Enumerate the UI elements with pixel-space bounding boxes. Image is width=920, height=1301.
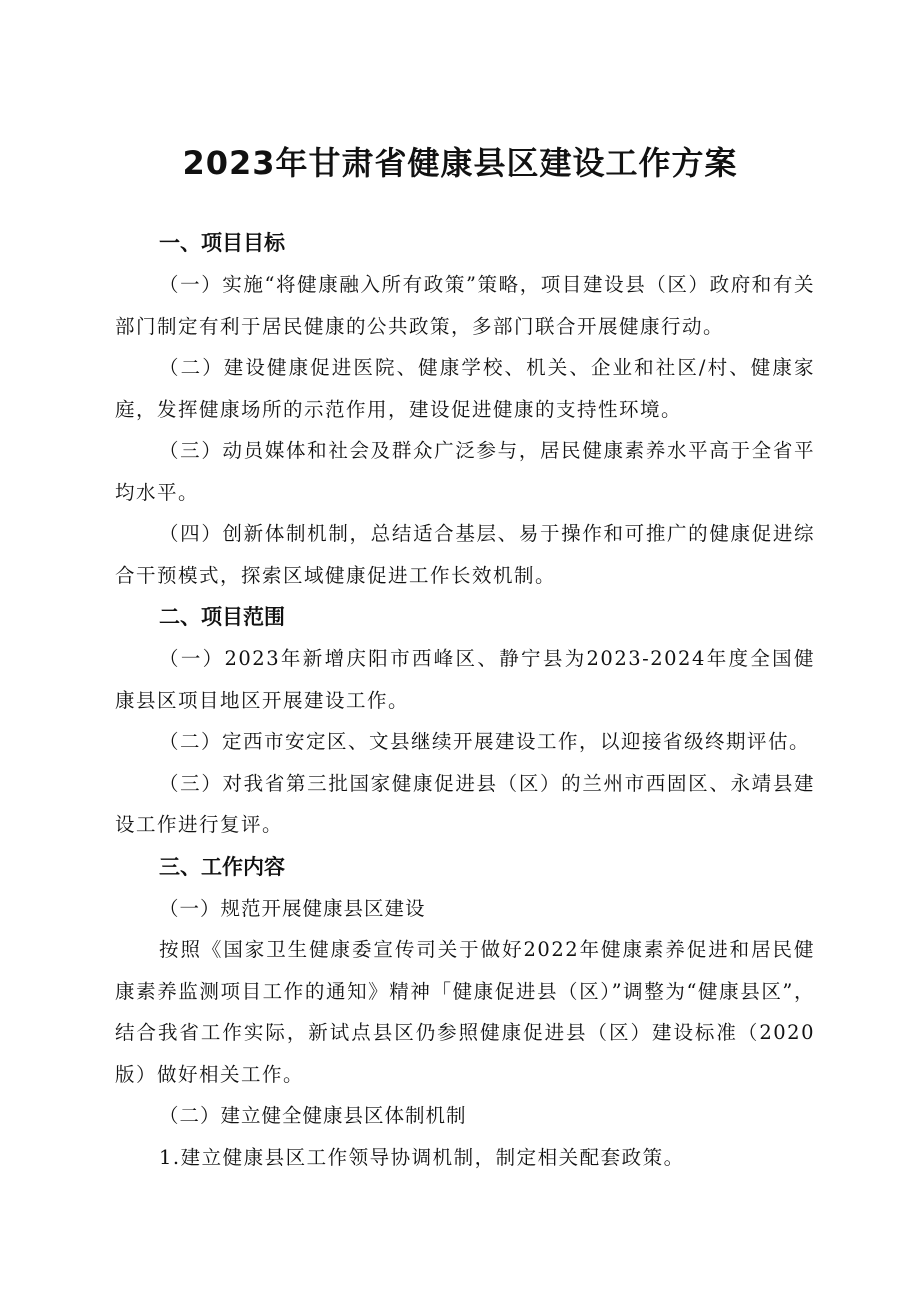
subheading: （二）建立健全健康县区体制机制 [159,1104,467,1127]
paragraph: （三）动员媒体和社会及群众广泛参与，居民健康素养水平高于全省平均水平。 [115,439,815,504]
paragraph: （一）2023年新增庆阳市西峰区、静宁县为2023-2024年度全国健康县区项目地区开展建设工作。 [115,647,815,712]
subheading: （一）规范开展健康县区建设 [159,896,426,920]
section-heading-scope: 二、项目范围 [159,605,285,629]
document-title: 2023年甘肃省健康县区建设工作方案 [182,144,738,182]
paragraph: （二）建设健康促进医院、健康学校、机关、企业和社区/村、健康家庭，发挥健康场所的示范作用，建设促进健康的支持性环境。 [115,356,815,421]
list-item: 1.建立健康县区工作领导协调机制，制定相关配套政策。 [159,1145,685,1169]
paragraph: （一）实施“将健康融入所有政策”策略，项目建设县（区）政府和有关部门制定有利于居民健康的公共政策，多部门联合开展健康行动。 [115,273,815,338]
paragraph: （二）定西市安定区、文县继续开展建设工作，以迎接省级终期评估。 [159,730,811,753]
paragraph: 按照《国家卫生健康委宣传司关于做好2022年健康素养促进和居民健康素养监测项目工作的通知》精神「健康促进县（区）”调整为“健康县区”，结合我省工作实际，新试点县区仍参照健康促进县（区）建设标准（2020版）做好相关工作。 [115,938,815,1086]
section-heading-goals: 一、项目目标 [159,231,285,255]
section-heading-work: 三、工作内容 [159,854,285,879]
paragraph: （四）创新体制机制，总结适合基层、易于操作和可推广的健康促进综合干预模式，探索区域健康促进工作长效机制。 [115,522,815,587]
document-body [115,222,815,1178]
paragraph: （三）对我省第三批国家健康促进县（区）的兰州市西固区、永靖县建设工作进行复评。 [115,771,815,836]
